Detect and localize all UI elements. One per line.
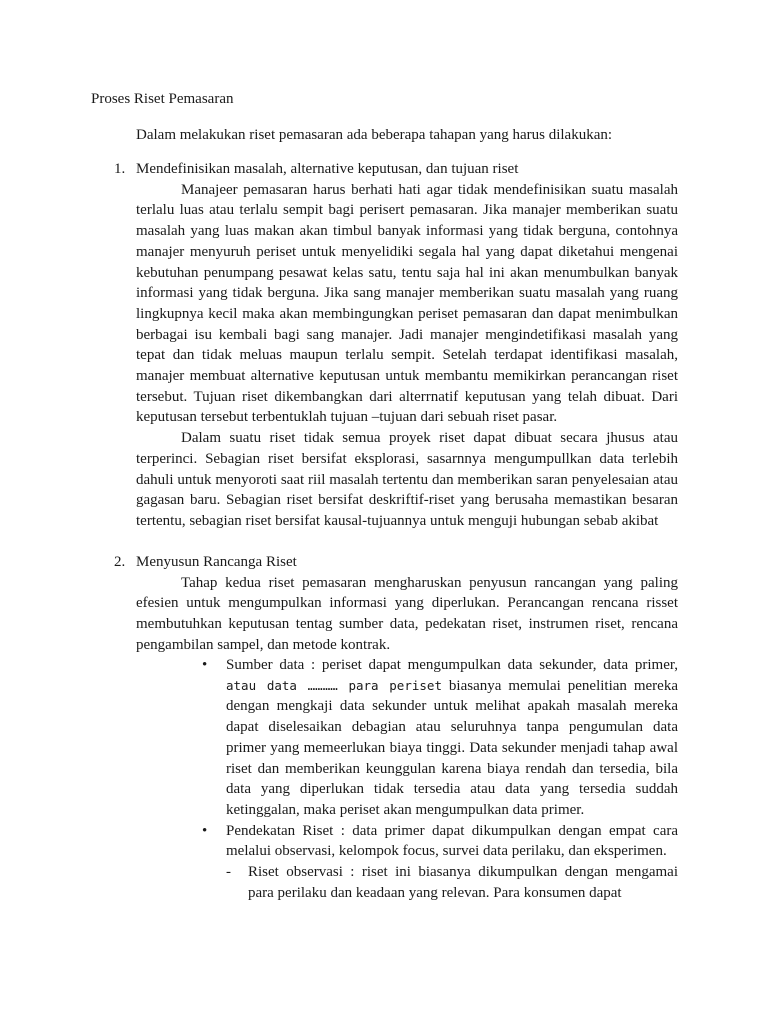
sub-list-item xyxy=(226,862,678,903)
list-item xyxy=(202,821,678,862)
sub-list xyxy=(226,862,678,903)
inline-garbled-text: atau data ………… para periset xyxy=(226,677,442,693)
document-title: Proses Riset Pemasaran xyxy=(91,91,234,107)
section-1 xyxy=(114,159,678,532)
section-paragraph: Manajeer pemasaran harus berhati hati agar tidak mendefinisikan suatu masalah terlalu luas atau terlalu sempit bagi perisert pemasaran. Jika manajer memberikan suatu masalah yang luas makan akan timbul banyak informasi yang tidak berguna, contohnya manajer menyuruh periset untuk menyelidiki segala hal yang dapat diketahui mengenai kebutuhan penumpang pesawat kelas satu, tentu saja hal ini akan menumbulkan banyak informasi yang tidak berguna. Jika sang manajer memberikan suatu masalah yang ruang lingkupnya kecil maka akan membingungkan periset pemasaran dan dapat menimbulkan berbagai isu kembali bagi sang manajer. Jadi manajer mengindetifikasi masalah yang tepat dan tidak meluas maupun terlalu sempit. Setelah terdapat identifikasi masalah, manajer membuat alternative keputusan untuk membantu memikirkan perancangan riset tersebut. Tujuan riset dikembangkan dari alterrnatif keputusan yang telah dibuat. Dari keputusan tersebut terbentuklah tujuan –tujuan dari sebuah riset pasar. xyxy=(136,181,678,426)
section-paragraph: Tahap kedua riset pemasaran mengharuskan penyusun rancangan yang paling efesien untuk mengumpulkan informasi yang diperlukan. Perancangan rencana risset membutuhkan keputusan tentag sumber data, pedekatan riset, instrumen riset, rencana pengambilan sampel, dan metode kontrak. xyxy=(136,574,678,653)
section-number: 2. xyxy=(114,554,126,570)
bullet-icon: • xyxy=(202,822,208,839)
intro-paragraph: Dalam melakukan riset pemasaran ada beberapa tahapan yang harus dilakukan: xyxy=(136,127,613,143)
bullet-text: Sumber data : periset dapat mengumpulkan data sekunder, data primer, xyxy=(226,657,678,673)
list-item xyxy=(202,655,678,821)
section-heading: Menyusun Rancanga Riset xyxy=(136,554,297,570)
section-heading: Mendefinisikan masalah, alternative keputusan, dan tujuan riset xyxy=(136,161,519,177)
bullet-text-continued: biasanya memulai penelitian mereka dengan mengkaji data sekunder untuk melihat apakah masalah mereka dapat diselesaikan debagian atau seluruhnya tanpa pengumulan data primer yang memeerlukan biaya tinggi. Data sekunder menjadi tahap awal riset dan memberikan keunggulan karena biaya rendah dan tersedia, bila data yang diperlukan tidak tersedia atau data yang tersedia suddah ketinggalan, maka periset akan mengumpulkan data primer. xyxy=(226,677,678,818)
bullet-list xyxy=(202,655,678,903)
bullet-text: Pendekatan Riset : data primer dapat dikumpulkan dengan empat cara melalui observasi, kelompok focus, survei data perilaku, dan eksperimen. xyxy=(226,822,678,860)
section-paragraph: Dalam suatu riset tidak semua proyek riset dapat dibuat secara jhusus atau terperinci. Sebagian riset bersifat eksplorasi, sasarnnya mengumpullkan data terlebih dahuli untuk menyoroti saat riil masalah tertentu dan memberikan saran penyelesaian atau gagasan baru. Sebagian riset bersifat deskriftif-riset yang berusaha memastikan besaran tertentu, sebagian riset bersifat kausal-tujuannya untuk menguji hubungan sebab akibat xyxy=(136,430,678,529)
dash-icon: - xyxy=(226,864,231,881)
sub-item-text: Riset observasi : riset ini biasanya dikumpulkan dengan mengamai para perilaku dan keadaan yang relevan. Para konsumen dapat xyxy=(248,864,678,901)
bullet-icon: • xyxy=(202,657,208,673)
section-number: 1. xyxy=(114,161,126,177)
section-2 xyxy=(114,552,678,656)
